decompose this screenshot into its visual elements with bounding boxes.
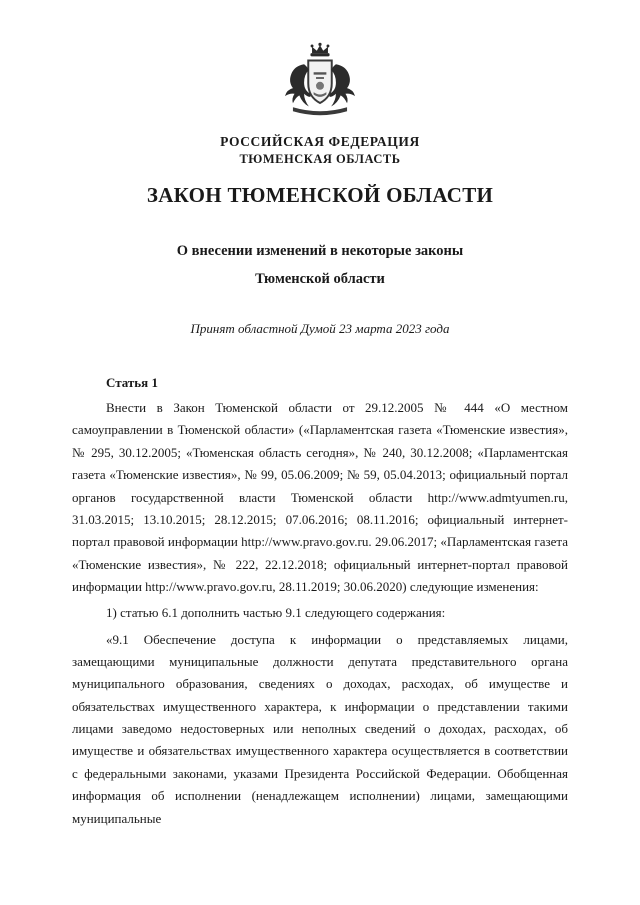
page-title: ЗАКОН ТЮМЕНСКОЙ ОБЛАСТИ <box>146 183 494 207</box>
region-heading: ТЮМЕНСКАЯ ОБЛАСТЬ <box>239 152 401 166</box>
subject-line-2: Тюменской области <box>255 270 385 287</box>
adoption-note: Принят областной Думой 23 марта 2023 года <box>190 321 450 337</box>
paragraph-amendment-intro: Внести в Закон Тюменской области от 29.12.2005 № 444 «О местном самоуправлении в Тюменской области» («Парламентская газета «Тюменские известия», № 295, 30.12.2005; «Тюменская область сегодня», № 240, 30.12.2008; «Парламентская газета «Тюменские известия», № 99, 05.06.2009; № 59, 05.04.2013; официальный портал органов государственной власти Тюменской области http://www.admtyumen.ru, 31.03.2015; 13.10.2015; 28.12.2015; 07.06.2016; 08.11.2016; официальный интернет-портал правовой информации http://www.pravo.gov.ru. 29.06.2017; «Парламентская газета «Тюменские известия», № 222, 22.12.2018; официальный интернет-портал правовой информации http://www.pravo.gov.ru, 28.11.2019; 30.06.2020) следующие изменения: <box>72 400 568 594</box>
country-heading: РОССИЙСКАЯ ФЕДЕРАЦИЯ <box>220 134 420 149</box>
paragraph-item-1: 1) статью 6.1 дополнить частью 9.1 следующего содержания: <box>106 605 446 621</box>
document-subject <box>72 238 568 293</box>
coat-of-arms-container <box>72 42 568 120</box>
paragraph-part-9-1: «9.1 Обеспечение доступа к информации о представляемых лицами, замещающими муниципальные должности депутата представительного органа муниципального образования, сведениях о доходах, расходах, об имуществе и обязательствах имущественного характера, к информации о представлении такими лицами заведомо недостоверных или неполных сведений о доходах, расходах, об имуществе и обязательствах имущественного характера осуществляется в соответствии с федеральными законами, указами Президента Российской Федерации. Обобщенная информация об исполнении (ненадлежащем исполнении) лицами, замещающими муниципальные <box>72 631 568 826</box>
article-heading: Статья 1 <box>106 375 158 391</box>
subject-line-1: О внесении изменений в некоторые законы <box>176 243 464 259</box>
tyumen-oblast-coat-of-arms-icon <box>272 42 368 120</box>
